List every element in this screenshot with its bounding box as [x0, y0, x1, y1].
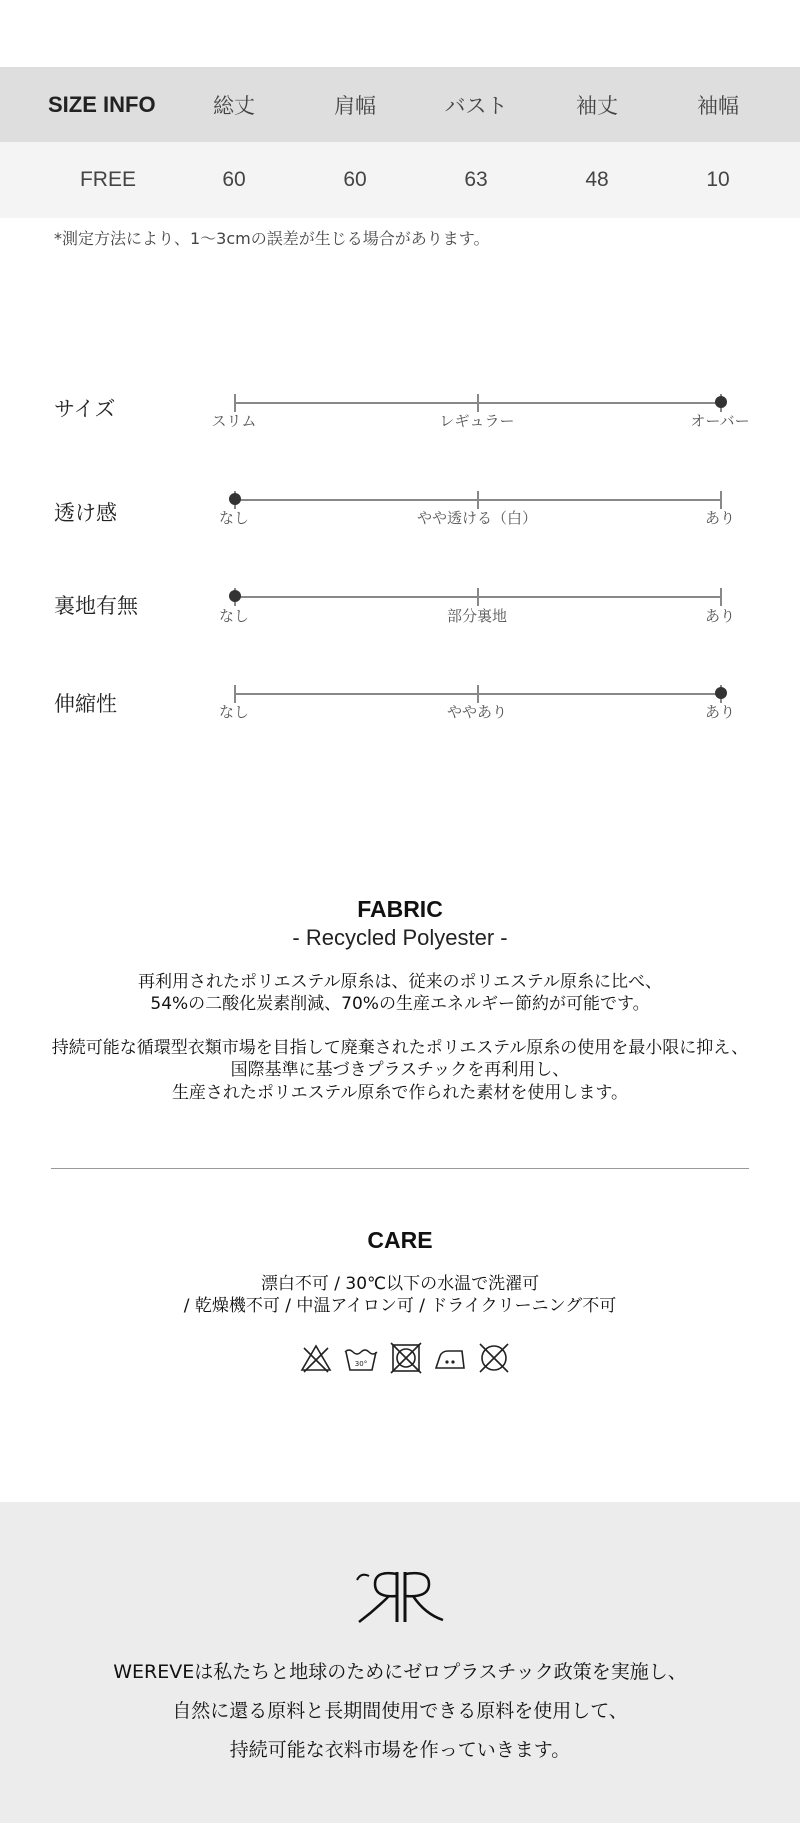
scale-tick-label: ややあり — [446, 703, 508, 721]
care-icons — [298, 1340, 512, 1376]
size-cell: 10 — [706, 168, 730, 191]
scale-tick-label: あり — [704, 607, 736, 625]
size-cell: 60 — [343, 168, 367, 191]
size-header-cell: 総丈 — [213, 93, 255, 118]
scale-tick-label: あり — [704, 509, 736, 527]
fabric-title: FABRIC — [357, 896, 443, 922]
scale-marker — [229, 493, 241, 505]
scale-tick-label: なし — [218, 607, 250, 625]
wash-temp-label: 30° — [354, 1360, 368, 1368]
iron-medium-icon — [430, 1340, 470, 1376]
footer-text-line: 持続可能な衣料市場を作っていきます。 — [229, 1739, 571, 1761]
scale-tick-label: オーバー — [690, 412, 750, 430]
scale-tick-label: なし — [218, 703, 250, 721]
wash-30-icon — [340, 1340, 382, 1376]
fabric-text-line: 生産されたポリエステル原糸で作られた素材を使用します。 — [171, 1083, 629, 1103]
fabric-text-line: 54%の二酸化炭素削減、70%の生産エネルギー節約が可能です。 — [150, 994, 650, 1014]
footer-text-line: WEREVEは私たちと地球のためにゼロプラスチック政策を実施し、 — [113, 1661, 687, 1683]
scale-tick-label: 部分裏地 — [446, 607, 508, 625]
scale-tick-label: あり — [704, 703, 736, 721]
scale-lining — [0, 590, 800, 650]
size-table-header — [0, 67, 800, 142]
brand-footer — [0, 1502, 800, 1823]
scale-transparency — [0, 497, 800, 557]
size-header-cell: 肩幅 — [334, 93, 376, 118]
scale-stretch — [0, 688, 800, 748]
size-header-cell: SIZE INFO — [48, 91, 156, 117]
no-dry-clean-icon — [476, 1340, 512, 1376]
size-header-cell: 袖幅 — [697, 93, 739, 118]
scale-tick-label: やや透ける（白） — [416, 509, 538, 527]
scale-label: 透け感 — [54, 501, 117, 525]
footer-text-line: 自然に還る原料と長期間使用できる原料を使用して、 — [172, 1700, 628, 1722]
scale-label: サイズ — [54, 397, 116, 421]
no-bleach-icon — [298, 1340, 334, 1376]
scale-size — [0, 393, 800, 453]
fabric-text-line: 再利用されたポリエステル原糸は、従来のポリエステル原糸に比べ、 — [138, 972, 662, 992]
size-header-cell: 袖丈 — [576, 93, 618, 118]
no-tumble-dry-icon — [388, 1340, 424, 1376]
care-text-line: / 乾燥機不可 / 中温アイロン可 / ドライクリーニング不可 — [183, 1296, 617, 1316]
care-title: CARE — [367, 1227, 433, 1253]
scale-label: 裏地有無 — [54, 594, 138, 618]
scale-marker — [715, 687, 727, 699]
care-text-line: 漂白不可 / 30℃以下の水温で洗濯可 — [260, 1274, 540, 1294]
size-note: *測定方法により、1～3cmの誤差が生じる場合があります。 — [54, 229, 490, 248]
scale-marker — [715, 396, 727, 408]
scale-tick-label: レギュラー — [439, 412, 515, 430]
fabric-subtitle: - Recycled Polyester - — [292, 925, 508, 950]
size-table-row — [0, 142, 800, 218]
section-divider — [51, 1168, 749, 1169]
scale-label: 伸縮性 — [54, 692, 117, 716]
size-table — [0, 67, 800, 218]
size-cell: FREE — [79, 168, 136, 191]
scale-tick-label: なし — [218, 509, 250, 527]
fabric-text-line: 国際基準に基づきプラスチックを再利用し、 — [230, 1060, 570, 1080]
size-cell: 48 — [585, 168, 609, 191]
scale-tick — [477, 588, 479, 606]
fabric-text-line: 持続可能な循環型衣類市場を目指して廃棄されたポリエステル原糸の使用を最小限に抑え、 — [51, 1038, 749, 1058]
scale-marker — [229, 590, 241, 602]
size-header-cell: バスト — [444, 93, 508, 118]
brand-logo — [353, 1566, 447, 1626]
scale-tick-label: スリム — [211, 412, 257, 430]
size-cell: 63 — [464, 168, 488, 191]
size-cell: 60 — [222, 168, 246, 191]
scale-tick — [720, 588, 722, 606]
